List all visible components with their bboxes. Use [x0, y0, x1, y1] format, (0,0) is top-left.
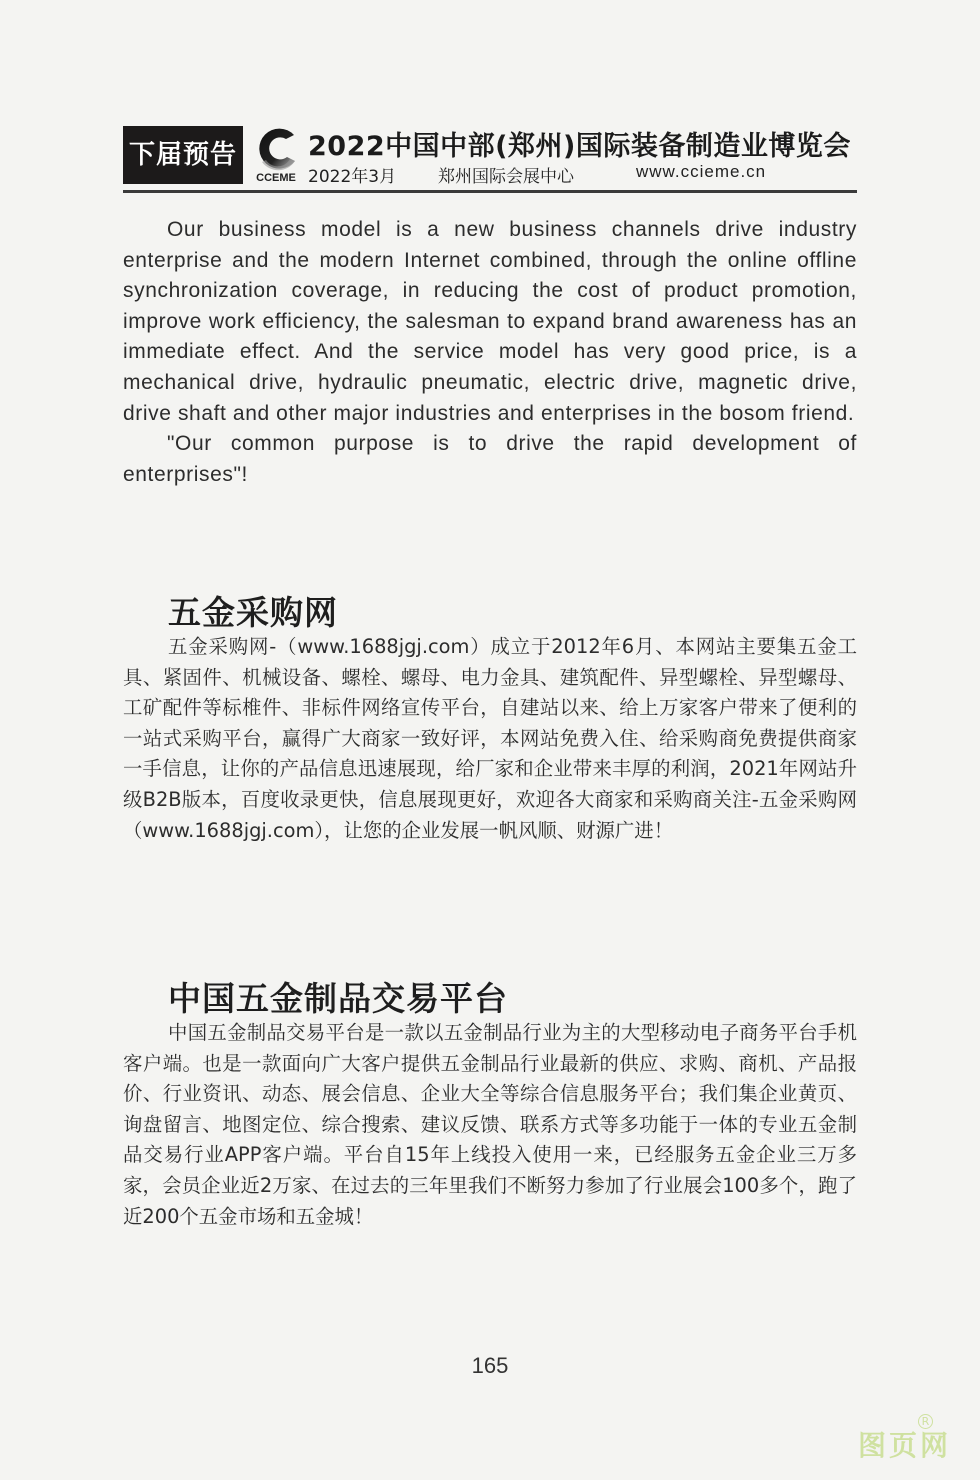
- english-intro: [123, 215, 857, 490]
- watermark-logo: 图页网: [858, 1429, 952, 1462]
- intro-paragraph: Our business model is a new business channels drive industry enterprise and the modern Internet combined, through the online offline synchronization coverage, in reducing the cost of product promotion, improve work efficiency, the salesman to expand brand awareness has an immediate effect. And the service model has very good price, is a mechanical drive, hydraulic pneumatic, electric drive, magnetic drive, drive shaft and other major industries and enterprises in the bosom friend.: [123, 218, 857, 425]
- logo-wordmark: CCEME: [256, 172, 296, 184]
- expo-website: www.ccieme.cn: [636, 162, 767, 181]
- header-divider: [123, 190, 857, 193]
- expo-venue: 郑州国际会展中心: [438, 167, 574, 187]
- cceme-logo: [248, 124, 303, 186]
- section-body: [123, 1018, 857, 1232]
- next-edition-badge: 下届预告: [123, 126, 243, 184]
- intro-paragraph: "Our common purpose is to drive the rapid development of enterprises"!: [123, 432, 857, 486]
- section-body: [123, 632, 857, 846]
- section-title: 中国五金制品交易平台: [168, 979, 508, 1018]
- registered-mark-icon: R: [918, 1414, 933, 1429]
- expo-header: [123, 124, 858, 190]
- cceme-c-logo-icon: [254, 126, 300, 172]
- section-paragraph: 中国五金制品交易平台是一款以五金制品行业为主的大型移动电子商务平台手机客户端。也是一款面向广大客户提供五金制品行业最新的供应、求购、商机、产品报价、行业资讯、动态、展会信息、企业大全等综合信息服务平台；我们集企业黄页、询盘留言、地图定位、综合搜索、建议反馈、联系方式等多功能于一体的专业五金制品交易行业APP客户端。平台自15年上线投入使用一来，已经服务五金企业三万多家，会员企业近2万家、在过去的三年里我们不断努力参加了行业展会100多个，跑了近200个五金市场和五金城！: [123, 1021, 857, 1228]
- section-paragraph: 五金采购网-（www.1688jgj.com）成立于2012年6月、本网站主要集五金工具、紧固件、机械设备、螺栓、螺母、电力金具、建筑配件、异型螺栓、异型螺母、工矿配件等标椎件、非标件网络宣传平台，自建站以来、给上万家客户带来了便利的一站式采购平台，赢得广大商家一致好评，本网站免费入住、给采购商免费提供商家一手信息，让你的产品信息迅速展现，给厂家和企业带来丰厚的利润，2021年网站升级B2B版本，百度收录更快，信息展现更好，欢迎各大商家和采购商关注-五金采购网（www.1688jgj.com），让您的企业发展一帆风顺、财源广进！: [123, 635, 858, 842]
- expo-date: 2022年3月: [308, 167, 397, 187]
- page-number: 165: [471, 1353, 509, 1378]
- expo-title: 2022中国中部(郑州)国际装备制造业博览会: [308, 131, 851, 162]
- section-title: 五金采购网: [168, 593, 338, 632]
